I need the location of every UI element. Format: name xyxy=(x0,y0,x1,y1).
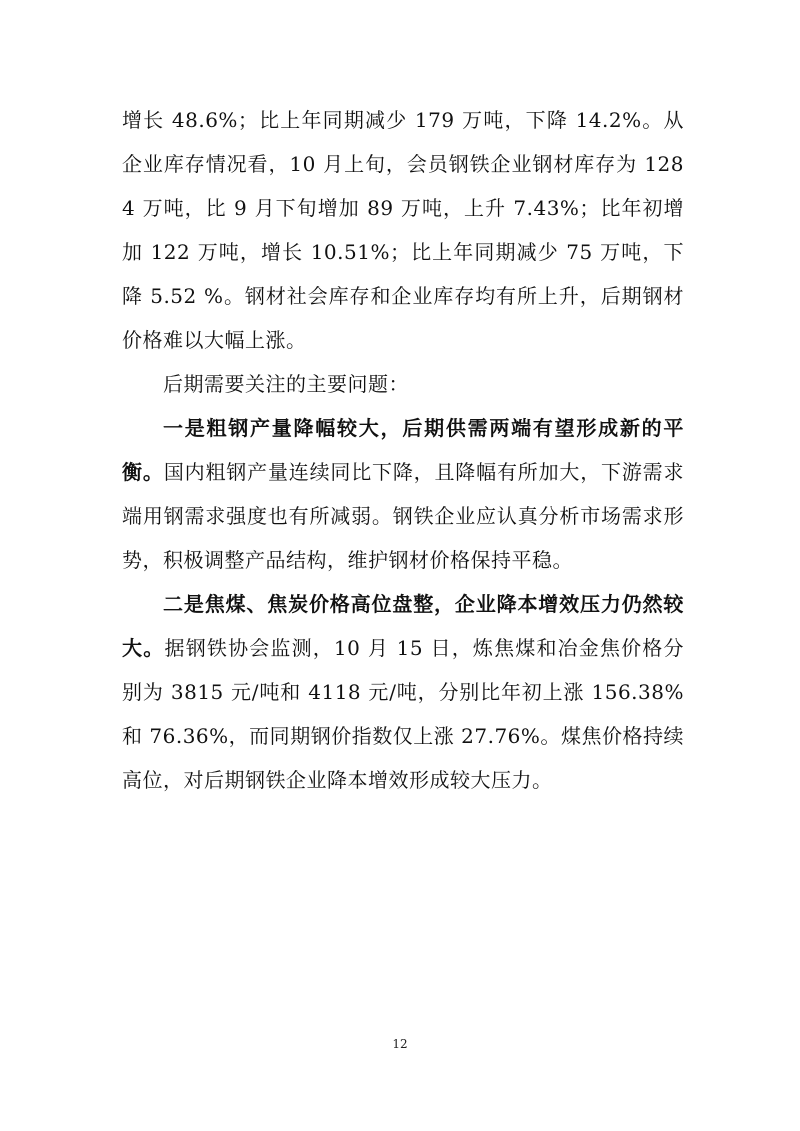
issue-paragraph-1 xyxy=(122,406,684,582)
issue-paragraph-2 xyxy=(122,582,684,802)
document-body xyxy=(122,98,684,802)
section-heading: 后期需要关注的主要问题： xyxy=(163,372,409,396)
issue-body-2: 据钢铁协会监测，10 月 15 日，炼焦煤和冶金焦价格分别为 3815 元/吨和 4118 元/吨，分别比年初上涨 156.38%和 76.36%，而同期钢价指数仅上涨 27.76%。煤焦价格持续高位，对后期钢铁企业降本增效形成较大压力。 xyxy=(122,636,684,792)
page-number: 12 xyxy=(392,1037,408,1051)
inventory-paragraph: 增长 48.6%；比上年同期减少 179 万吨，下降 14.2%。从企业库存情况看，10 月上旬，会员钢铁企业钢材库存为 1284 万吨，比 9 月下旬增加 89 万吨，上升 7.43%；比年初增加 122 万吨，增长 10.51%；比上年同期减少 75 万吨，下降 5.52 %。钢材社会库存和企业库存均有所上升，后期钢材价格难以大幅上涨。 xyxy=(122,108,684,352)
issue-body-1: 国内粗钢产量连续同比下降，且降幅有所加大，下游需求端用钢需求强度也有所减弱。钢铁企业应认真分析市场需求形势，积极调整产品结构，维护钢材价格保持平稳。 xyxy=(122,460,685,572)
issue-lead-2: 二是焦煤、焦炭价格高位盘整，企业降本增效压力仍然较大。 xyxy=(122,592,684,660)
issue-lead-1: 一是粗钢产量降幅较大，后期供需两端有望形成新的平衡。 xyxy=(122,416,684,484)
